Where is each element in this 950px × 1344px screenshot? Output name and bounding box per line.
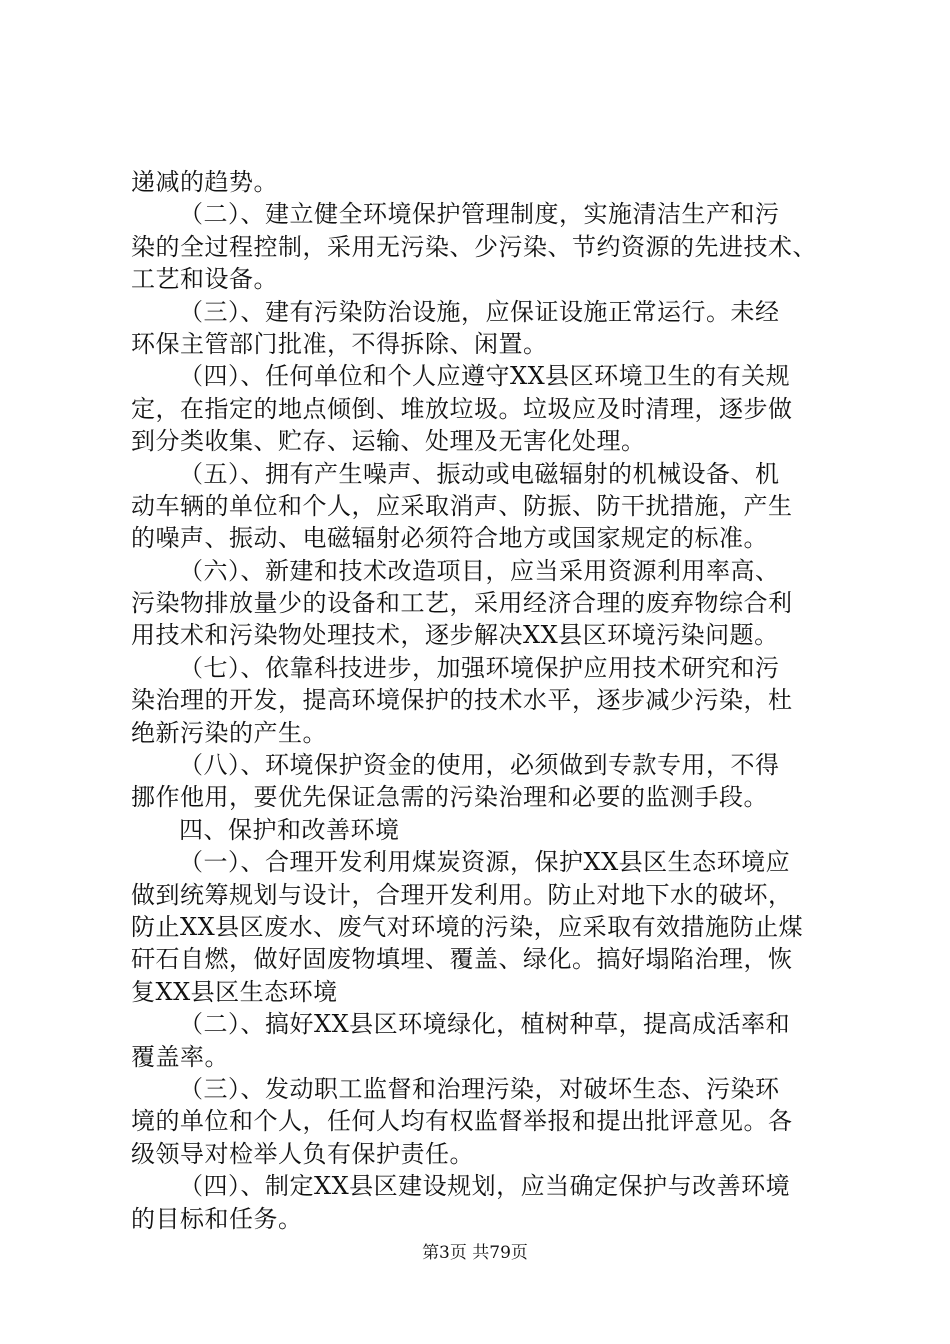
text-line: 工艺和设备。 — [131, 265, 278, 294]
text-line: 染治理的开发，提高环境保护的技术水平，逐步减少污染，杜 — [131, 686, 793, 715]
text-line: （八）、环境保护资金的使用，必须做到专款专用，不得 — [179, 751, 780, 780]
section-heading: 四、保护和改善环境 — [179, 815, 400, 844]
text-line: 污染物排放量少的设备和工艺，采用经济合理的废弃物综合利 — [131, 589, 793, 618]
text-line: 用技术和污染物处理技术，逐步解决XX县区环境污染问题。 — [131, 621, 779, 650]
text-line: 级领导对检举人负有保护责任。 — [131, 1139, 474, 1168]
text-line: 到分类收集、贮存、运输、处理及无害化处理。 — [131, 427, 646, 456]
text-line: 复XX县区生态环境 — [131, 977, 338, 1006]
text-line: 做到统筹规划与设计，合理开发利用。防止对地下水的破坏， — [131, 880, 793, 909]
text-line: （四）、任何单位和个人应遵守XX县区环境卫生的有关规 — [179, 362, 791, 391]
text-line: （七）、依靠科技进步，加强环境保护应用技术研究和污 — [179, 653, 780, 682]
text-line: （二）、搞好XX县区环境绿化，植树种草，提高成活率和 — [179, 1010, 791, 1039]
document-body — [131, 166, 837, 1235]
text-line: 绝新污染的产生。 — [131, 718, 327, 747]
text-line: （三）、建有污染防治设施，应保证设施正常运行。未经 — [179, 297, 780, 326]
text-line: 染的全过程控制，采用无污染、少污染、节约资源的先进技术、 — [131, 232, 817, 261]
text-line: 覆盖率。 — [131, 1042, 229, 1071]
text-line: 环保主管部门批准，不得拆除、闲置。 — [131, 329, 548, 358]
text-line: 的噪声、振动、电磁辐射必须符合地方或国家规定的标准。 — [131, 524, 768, 553]
text-line: （一）、合理开发利用煤炭资源，保护XX县区生态环境应 — [179, 848, 791, 877]
text-line: 挪作他用，要优先保证急需的污染治理和必要的监测手段。 — [131, 783, 768, 812]
text-line: （二）、建立健全环境保护管理制度，实施清洁生产和污 — [179, 200, 780, 229]
text-line: （六）、新建和技术改造项目，应当采用资源利用率高、 — [179, 556, 780, 585]
text-line: （五）、拥有产生噪声、振动或电磁辐射的机械设备、机 — [179, 459, 780, 488]
text-line: 矸石自燃，做好固废物填埋、覆盖、绿化。搞好塌陷治理，恢 — [131, 945, 793, 974]
text-line: 境的单位和个人，任何人均有权监督举报和提出批评意见。各 — [131, 1107, 793, 1136]
text-line: 递减的趋势。 — [131, 168, 278, 196]
text-line: 定，在指定的地点倾倒、堆放垃圾。垃圾应及时清理，逐步做 — [131, 394, 793, 423]
text-line: 的目标和任务。 — [131, 1204, 303, 1233]
text-line: 防止XX县区废水、废气对环境的污染，应采取有效措施防止煤 — [131, 912, 804, 941]
text-line: （四）、制定XX县区建设规划，应当确定保护与改善环境 — [179, 1172, 791, 1201]
text-line: （三）、发动职工监督和治理污染，对破坏生态、污染环 — [179, 1074, 780, 1103]
page-number-footer: 第3页 共79页 — [422, 1243, 528, 1263]
text-line: 动车辆的单位和个人，应采取消声、防振、防干扰措施，产生 — [131, 491, 793, 520]
